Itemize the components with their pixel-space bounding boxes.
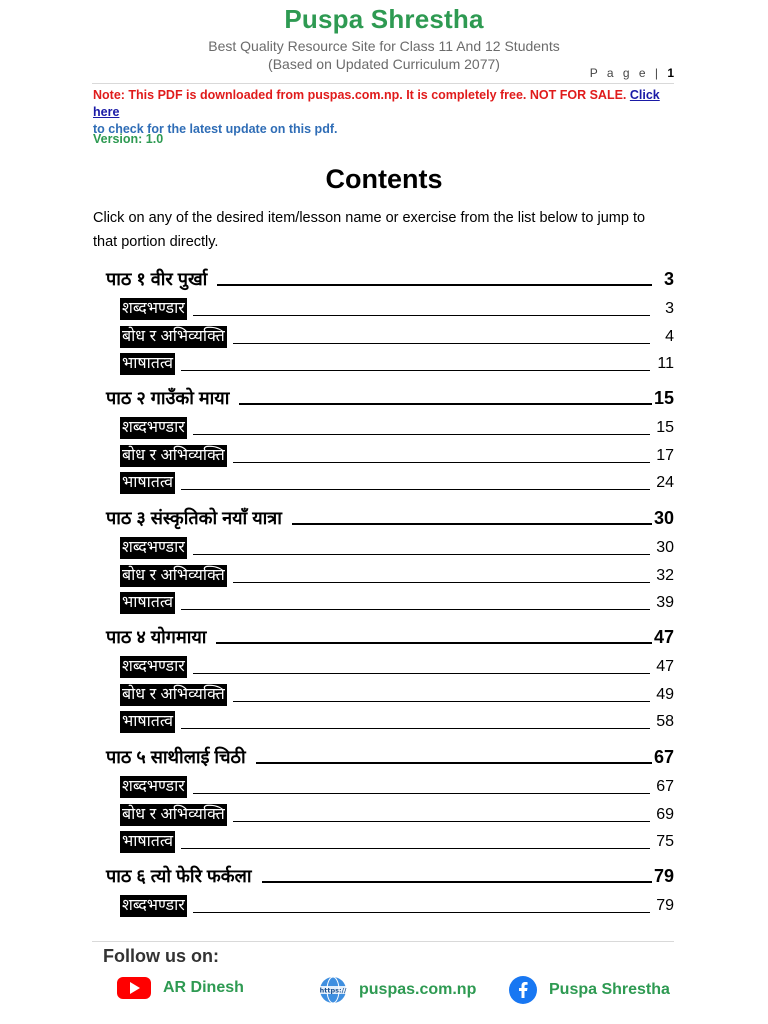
toc-leader-line <box>181 727 650 729</box>
toc-leader-line <box>193 433 650 435</box>
toc-entry-label: शब्दभण्डार <box>120 895 187 917</box>
toc-page-number: 69 <box>656 805 674 823</box>
toc-sub-entry[interactable] <box>120 709 674 733</box>
page-label: P a g e <box>589 66 649 80</box>
toc-entry-label: बोध र अभिव्यक्ति <box>120 326 227 348</box>
toc-entry-label: शब्दभण्डार <box>120 776 187 798</box>
globe-icon-text: https:// <box>319 986 347 995</box>
toc-page-number: 67 <box>656 778 674 796</box>
globe-icon <box>319 976 347 1004</box>
toc-sub-entry[interactable] <box>120 682 674 706</box>
toc-leader-line <box>256 761 652 764</box>
toc-leader-line <box>216 641 651 644</box>
youtube-link[interactable] <box>117 976 244 1000</box>
toc-entry-label: शब्दभण्डार <box>120 298 187 320</box>
toc-sub-entry[interactable] <box>120 351 674 375</box>
site-name: Puspa Shrestha <box>284 4 484 34</box>
toc-page-number: 15 <box>653 388 674 408</box>
toc-page-number: 30 <box>656 539 674 557</box>
toc-leader-line <box>181 847 650 849</box>
toc-sub-entry[interactable] <box>120 443 674 467</box>
toc-entry-label: पाठ ६ त्यो फेरि फर्कला <box>106 866 252 886</box>
toc-leader-line <box>193 553 650 555</box>
toc-page-number: 30 <box>653 508 674 528</box>
toc-entry-label: शब्दभण्डार <box>120 417 187 439</box>
toc-leader-line <box>217 283 652 286</box>
toc-sub-entry[interactable] <box>120 774 674 798</box>
toc-lesson-entry[interactable] <box>106 862 674 888</box>
youtube-icon <box>117 976 151 1000</box>
toc-page-number: 39 <box>656 593 674 611</box>
page-title: Contents <box>325 164 443 194</box>
toc-leader-line <box>233 820 650 822</box>
toc-page-number: 3 <box>663 269 674 289</box>
toc-sub-entry[interactable] <box>120 654 674 678</box>
toc-leader-line <box>193 792 650 794</box>
toc-entry-label: बोध र अभिव्यक्ति <box>120 804 227 826</box>
toc-leader-line <box>292 522 652 525</box>
toc-sub-entry[interactable] <box>120 893 674 917</box>
toc-leader-line <box>181 369 650 371</box>
click-here-link[interactable]: Click here <box>93 88 660 119</box>
header-divider <box>92 83 674 84</box>
toc-page-number: 58 <box>656 712 674 730</box>
toc-leader-line <box>181 488 650 490</box>
footer-divider <box>92 941 674 942</box>
toc-leader-line <box>262 880 652 883</box>
facebook-label: Puspa Shrestha <box>549 981 670 998</box>
facebook-icon <box>509 976 537 1004</box>
toc-leader-line <box>233 461 650 463</box>
toc-page-number: 32 <box>656 566 674 584</box>
toc-entry-label: भाषातत्व <box>120 831 175 853</box>
toc-sub-entry[interactable] <box>120 535 674 559</box>
toc-page-number: 79 <box>656 897 674 915</box>
toc-page-number: 75 <box>656 832 674 850</box>
toc-page-number: 15 <box>656 419 674 437</box>
toc-entry-label: पाठ २ गाउँको माया <box>106 388 230 408</box>
tagline-line-1: Best Quality Resource Site for Class 11 And 12 Students <box>208 38 560 54</box>
toc-entry-label: बोध र अभिव्यक्ति <box>120 684 227 706</box>
toc-sub-entry[interactable] <box>120 296 674 320</box>
toc-page-number: 24 <box>656 473 674 491</box>
toc-entry-label: शब्दभण्डार <box>120 537 187 559</box>
page-separator: | <box>648 66 668 80</box>
toc-entry-label: पाठ ५ साथीलाई चिठी <box>106 747 246 767</box>
toc-page-number: 17 <box>656 446 674 464</box>
toc-entry-label: बोध र अभिव्यक्ति <box>120 565 227 587</box>
toc-page-number: 49 <box>656 685 674 703</box>
toc-leader-line <box>193 314 650 316</box>
toc-entry-label: पाठ ४ योगमाया <box>106 627 207 647</box>
facebook-link[interactable] <box>509 976 670 1004</box>
toc-entry-label: भाषातत्व <box>120 592 175 614</box>
follow-heading: Follow us on: <box>103 946 219 966</box>
toc-sub-entry[interactable] <box>120 324 674 348</box>
toc-leader-line <box>181 608 650 610</box>
toc-page-number: 3 <box>665 300 674 318</box>
toc-lesson-entry[interactable] <box>106 384 674 410</box>
toc-sub-entry[interactable] <box>120 563 674 587</box>
intro-text: Click on any of the desired item/lesson name or exercise from the list below to jump to that portion directly. <box>93 210 646 250</box>
toc-sub-entry[interactable] <box>120 590 674 614</box>
toc-entry-label: पाठ १ वीर पुर्खा <box>106 269 208 289</box>
toc-entry-label: भाषातत्व <box>120 472 175 494</box>
toc-page-number: 47 <box>656 658 674 676</box>
toc-entry-label: भाषातत्व <box>120 353 175 375</box>
toc-page-number: 11 <box>657 354 674 372</box>
tagline-line-2: (Based on Updated Curriculum 2077) <box>268 56 500 72</box>
toc-lesson-entry[interactable] <box>106 623 674 649</box>
youtube-label: AR Dinesh <box>163 979 244 996</box>
toc-sub-entry[interactable] <box>120 470 674 494</box>
version-label: Version: 1.0 <box>93 132 164 146</box>
toc-leader-line <box>233 581 650 583</box>
toc-lesson-entry[interactable] <box>106 265 674 291</box>
toc-entry-label: शब्दभण्डार <box>120 656 187 678</box>
toc-page-number: 67 <box>653 747 674 767</box>
website-label: puspas.com.np <box>359 981 477 998</box>
note-text: Note: This PDF is downloaded from puspas.com.np. It is completely free. NOT FOR SALE. <box>93 88 630 102</box>
toc-page-number: 79 <box>653 866 674 886</box>
toc-leader-line <box>233 342 650 344</box>
toc-sub-entry[interactable] <box>120 829 674 853</box>
toc-page-number: 47 <box>653 627 674 647</box>
toc-sub-entry[interactable] <box>120 802 674 826</box>
page-indicator <box>590 66 674 80</box>
toc-leader-line <box>239 402 652 405</box>
toc-sub-entry[interactable] <box>120 415 674 439</box>
page-number: 1 <box>667 66 674 80</box>
toc-entry-label: पाठ ३ संस्कृतिको नयाँ यात्रा <box>106 508 282 528</box>
toc-leader-line <box>193 911 650 913</box>
toc-entry-label: भाषातत्व <box>120 711 175 733</box>
toc-leader-line <box>193 672 650 674</box>
toc-lesson-entry[interactable] <box>106 743 674 769</box>
website-link[interactable] <box>319 976 476 1004</box>
toc-lesson-entry[interactable] <box>106 504 674 530</box>
toc-leader-line <box>233 700 650 702</box>
toc-page-number: 4 <box>665 327 674 345</box>
toc-entry-label: बोध र अभिव्यक्ति <box>120 445 227 467</box>
download-note <box>93 87 678 138</box>
note-after-text: to check for the latest update on this pdf. <box>93 122 338 136</box>
